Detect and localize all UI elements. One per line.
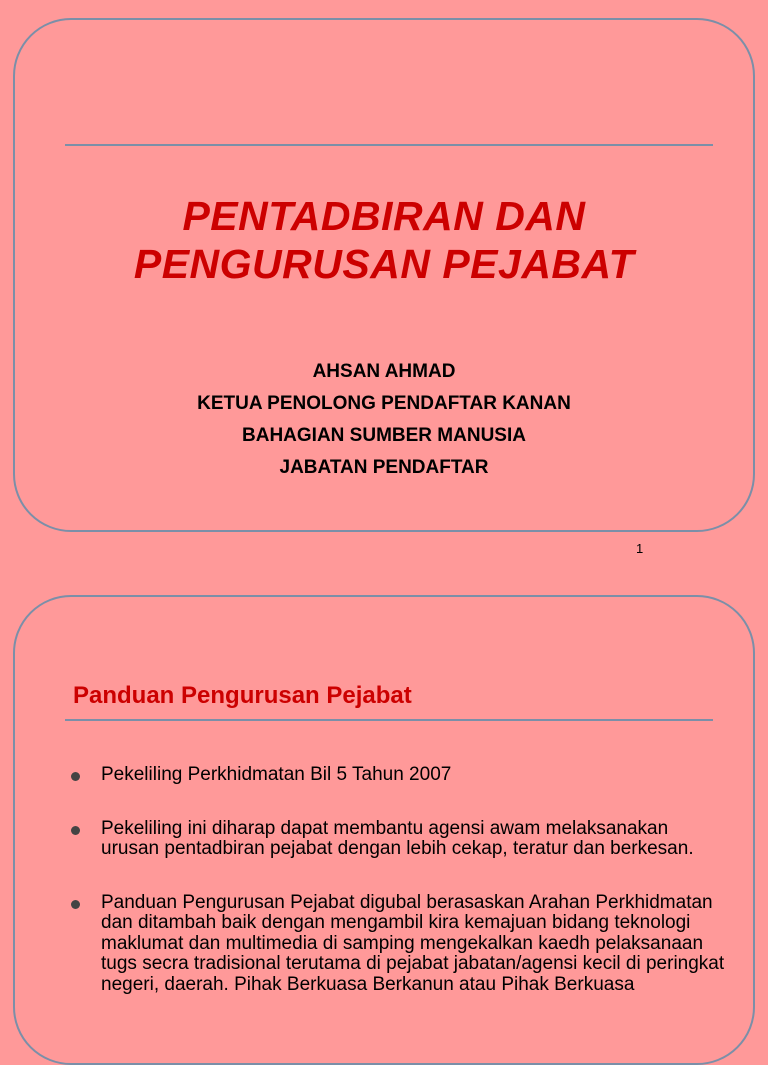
- bullet-text: Pekeliling ini diharap dapat membantu agensi awam melaksanakan urusan pentadbiran pejabat dengan lebih cekap, teratur dan berkesan.: [101, 817, 694, 859]
- author-name: AHSAN AHMAD: [312, 361, 456, 382]
- bullet-text: Pekeliling Perkhidmatan Bil 5 Tahun 2007: [101, 764, 452, 785]
- author-position: KETUA PENOLONG PENDAFTAR KANAN: [197, 393, 571, 414]
- author-block: [15, 356, 753, 484]
- bullet-list: [67, 765, 727, 1028]
- slide-title: [15, 192, 753, 288]
- bullet-text: Panduan Pengurusan Pejabat digubal berasaskan Arahan Perkhidmatan dan ditambah baik dengan mengambil kira kemajuan bidang teknologi maklumat dan multimedia di samping mengekalkan kaedh pelaksanaan tugs secra tradisional terutama di pejabat jabatan/agensi kecil di peringkat negeri, daerah. Pihak Berkuasa Berkanun atau Pihak Berkuasa: [101, 891, 725, 995]
- bullet-dot-icon: [71, 772, 80, 781]
- content-slide-divider: [65, 719, 713, 721]
- bullet-dot-icon: [71, 826, 80, 835]
- title-slide: [13, 18, 755, 532]
- slide-title-line: PENTADBIRAN DAN: [182, 193, 586, 239]
- slide-title-line: PENGURUSAN PEJABAT: [133, 241, 635, 287]
- bullet-item: [67, 765, 727, 786]
- title-slide-divider: [65, 144, 713, 146]
- content-slide: [13, 595, 755, 1065]
- page-number: 1: [636, 541, 644, 556]
- content-slide-title: Panduan Pengurusan Pejabat: [73, 682, 412, 709]
- bullet-dot-icon: [71, 900, 80, 909]
- bullet-item: [67, 893, 727, 996]
- bullet-item: [67, 819, 727, 860]
- author-division: BAHAGIAN SUMBER MANUSIA: [242, 425, 526, 446]
- author-department: JABATAN PENDAFTAR: [279, 457, 489, 478]
